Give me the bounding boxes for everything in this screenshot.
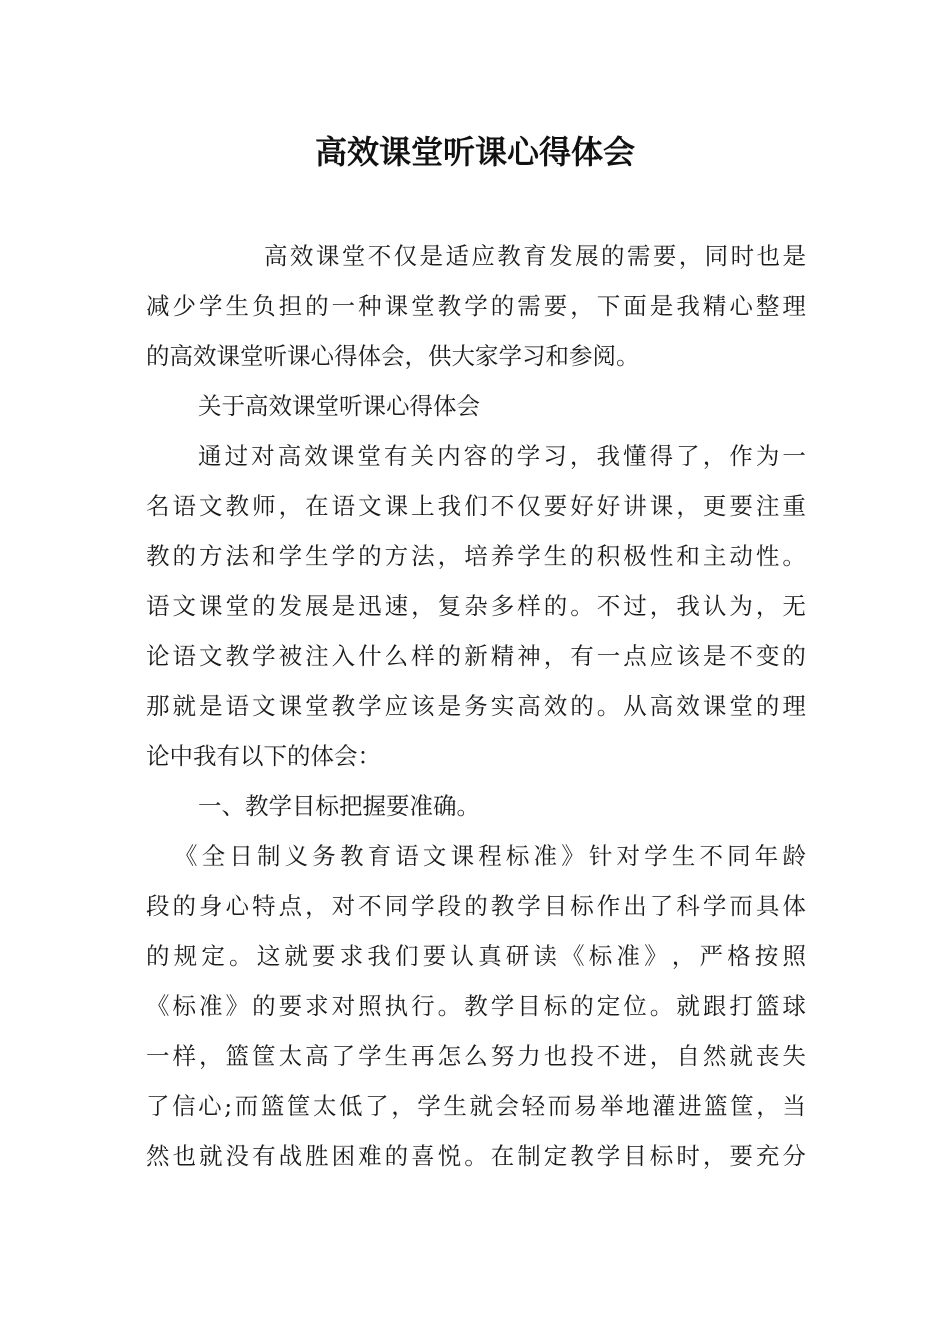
paragraph-line: 论 语 文 教 学 被 注 入 什 么 样 的 新 精 神 ， 有 一 点 应 该 是 不 变 的	[146, 642, 806, 670]
paragraph-line: 《 全 日 制 义 务 教 育 语 文 课 程 标 准 》 针 对 学 生 不 同 年 龄	[174, 842, 806, 870]
paragraph-line: 语 文 课 堂 的 发 展 是 迅 速 ， 复 杂 多 样 的 。 不 过 ， 我 认 为 ， 无	[146, 592, 806, 620]
paragraph-line: 那 就 是 语 文 课 堂 教 学 应 该 是 务 实 高 效 的 。 从 高 效 课 堂 的 理	[146, 692, 806, 720]
paragraph-line: 一 样 ， 篮 筐 太 高 了 学 生 再 怎 么 努 力 也 投 不 进 ， 自 然 就 丧 失	[146, 1042, 806, 1070]
document-title: 高效课堂听课心得体会	[314, 133, 635, 171]
section-heading: 一、教学目标把握要准确。	[198, 792, 480, 820]
paragraph-line: 教 的 方 法 和 学 生 学 的 方 法 ， 培 养 学 生 的 积 极 性 和 主 动 性 。	[146, 542, 806, 570]
paragraph-line: 的 规 定 。 这 就 要 求 我 们 要 认 真 研 读 《 标 准 》 ， 严 格 按 照	[146, 942, 806, 970]
paragraph-line: 减 少 学 生 负 担 的 一 种 课 堂 教 学 的 需 要 ， 下 面 是 我 精 心 整 理	[146, 292, 806, 320]
paragraph-line: 论中我有以下的体会：	[146, 742, 381, 770]
section-heading: 关于高效课堂听课心得体会	[198, 392, 480, 420]
paragraph-line: 段 的 身 心 特 点 ， 对 不 同 学 段 的 教 学 目 标 作 出 了 科 学 而 具 体	[146, 892, 806, 920]
paragraph-line: 《 标 准 》 的 要 求 对 照 执 行 。 教 学 目 标 的 定 位 。 就 跟 打 篮 球	[146, 992, 806, 1020]
paragraph-line: 通 过 对 高 效 课 堂 有 关 内 容 的 学 习 ， 我 懂 得 了 ， 作 为 一	[198, 442, 806, 470]
paragraph-line: 了 信 心 ; 而 篮 筐 太 低 了 ， 学 生 就 会 轻 而 易 举 地 灌 进 篮 筐 ， 当	[146, 1092, 806, 1120]
paragraph-line: 名 语 文 教 师 ， 在 语 文 课 上 我 们 不 仅 要 好 好 讲 课 ， 更 要 注 重	[146, 492, 806, 520]
paragraph-line: 然 也 就 没 有 战 胜 困 难 的 喜 悦 。 在 制 定 教 学 目 标 时 ， 要 充 分	[146, 1142, 806, 1170]
paragraph-line: 高 效 课 堂 不 仅 是 适 应 教 育 发 展 的 需 要 ， 同 时 也 是	[264, 242, 806, 270]
paragraph-line: 的高效课堂听课心得体会，供大家学习和参阅。	[146, 342, 640, 370]
